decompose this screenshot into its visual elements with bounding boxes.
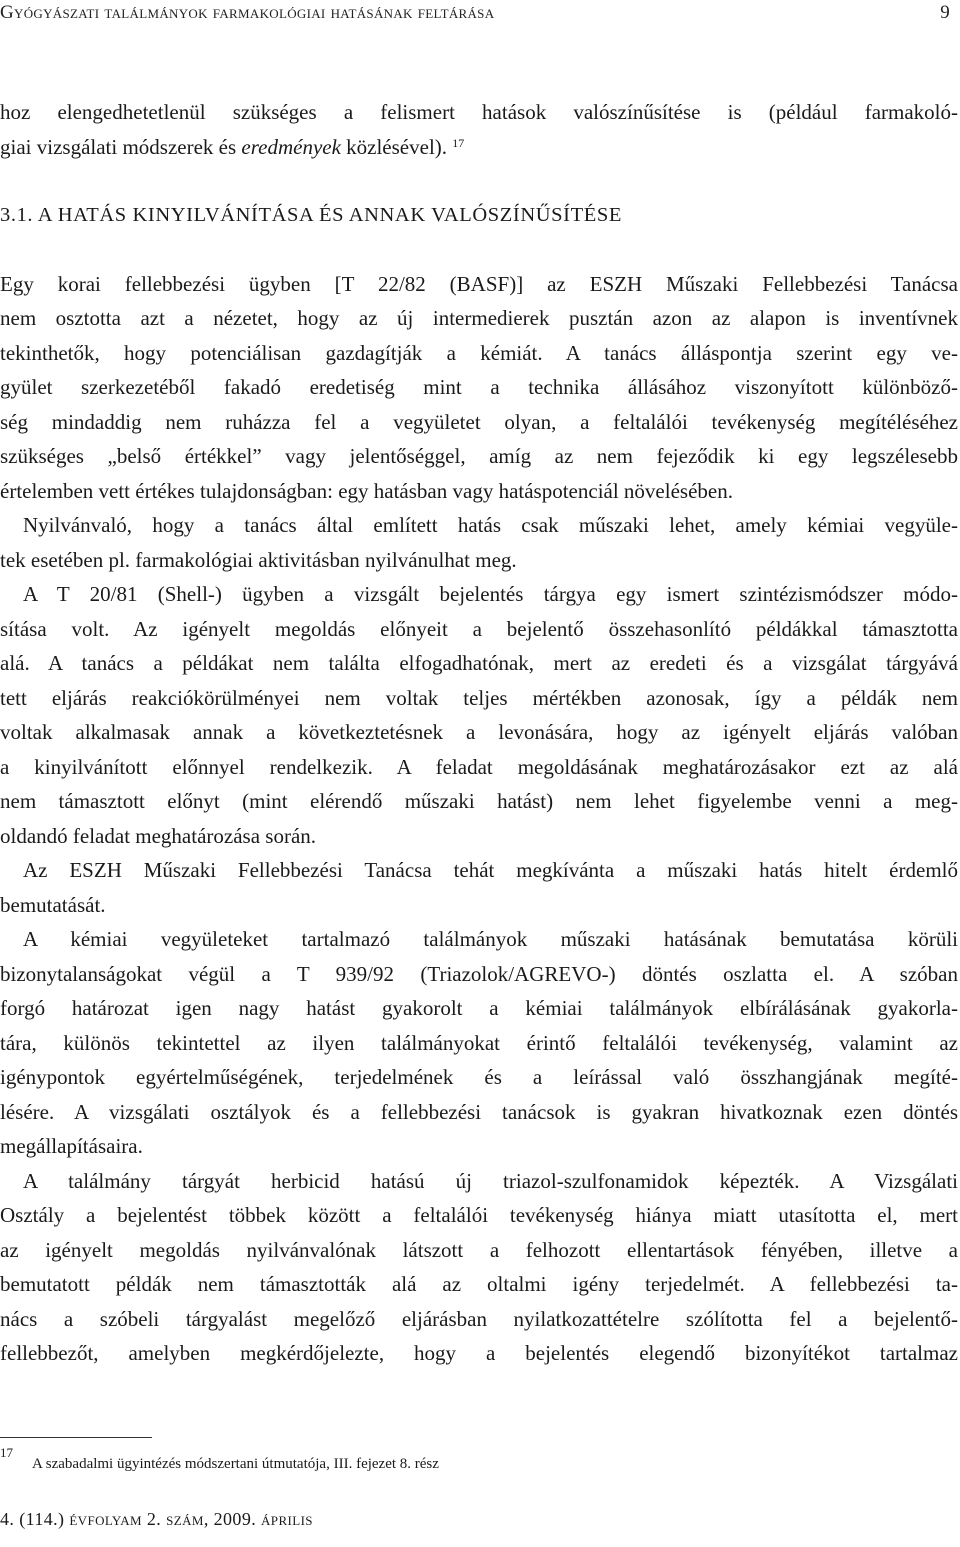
text-run: A találmány tárgyát herbicid hatású új triazol-szulfonamidok képezték. A Vizsgálati — [23, 1168, 958, 1193]
text-line — [0, 646, 958, 681]
text-run: az igényelt megoldás nyilvánvalónak látszott a felhozott ellentartások fényében, illetve a — [0, 1237, 958, 1262]
text-line — [0, 715, 958, 750]
text-run: Az ESZH Műszaki Fellebbezési Tanácsa tehát megkívánta a műszaki hatás hitelt érdemlő — [23, 858, 958, 882]
text-line — [0, 612, 958, 647]
text-run: nem osztotta azt a nézetet, hogy az új intermedierek pusztán azon az alapon is inventívnek — [0, 306, 958, 330]
text-run: alá. A tanács a példákat nem találta elfogadhatónak, mert az eredeti és a vizsgálat tárgyává — [0, 651, 958, 675]
text-line — [0, 1095, 958, 1130]
text-line — [0, 750, 958, 785]
text-line — [0, 543, 958, 578]
running-header-title: Gyógyászati találmányok farmakológiai hatásának feltárása — [0, 2, 495, 23]
running-header — [0, 2, 960, 28]
text-line — [0, 1198, 958, 1233]
text-line — [0, 681, 958, 716]
text-line — [0, 1164, 958, 1199]
text-line — [0, 405, 958, 440]
text-line — [0, 1026, 958, 1061]
text-line — [0, 1336, 958, 1371]
text-line — [0, 1060, 958, 1095]
text-run: hoz elengedhetetlenül szükséges a felismert hatások valószínűsítése is (például farmakoló- — [0, 100, 958, 124]
body-text — [0, 95, 958, 1371]
footnote-text: A szabadalmi ügyintézés módszertani útmutatója, III. fejezet 8. rész — [32, 1456, 439, 1472]
text-line — [0, 130, 958, 165]
heading-spacing — [0, 233, 958, 267]
text-line — [0, 370, 958, 405]
heading-spacing — [0, 164, 958, 198]
text-run: gyület szerkezetéből fakadó eredetiség mint a technika állásához viszonyított különböző- — [0, 375, 958, 399]
text-line — [0, 1129, 958, 1164]
text-run: Osztály a bejelentést többek között a feltalálói tevékenység hiánya miatt utasította el, mert — [0, 1203, 958, 1227]
text-line — [0, 267, 958, 302]
text-run: A T 20/81 (Shell-) ügyben a vizsgált bejelentés tárgya egy ismert szintézismódszer módo- — [23, 582, 958, 606]
running-footer: 4. (114.) évfolyam 2. szám, 2009. április — [0, 1509, 313, 1529]
emphasis-text: eredmények — [241, 134, 341, 159]
text-run: ség mindaddig nem ruházza fel a vegyületet olyan, a feltalálói tevékenység megítéléséhez — [0, 409, 958, 434]
text-line — [0, 95, 958, 130]
text-run: A kémiai vegyületeket tartalmazó találmányok műszaki hatásának bemutatása körüli — [23, 927, 958, 951]
text-line — [0, 784, 958, 819]
text-run: szükséges „belső értékkel” vagy jelentőséggel, amíg az nem fejeződik ki egy legszélesebb — [0, 444, 958, 468]
text-line — [0, 922, 958, 957]
text-run: voltak alkalmasak annak a következtetésnek a levonására, hogy az igényelt eljárás valóban — [0, 720, 958, 744]
text-line — [0, 888, 958, 923]
text-run: megállapításaira. — [0, 1134, 143, 1158]
footnote-number: 17 — [0, 1445, 13, 1460]
text-run: értelemben vett értékes tulajdonságban: egy hatásban vagy hatáspotenciál növelésében. — [0, 478, 733, 503]
text-run: bemutatott példák nem támasztották alá az oltalmi igény terjedelmét. A fellebbezési ta- — [0, 1272, 958, 1296]
text-line — [0, 819, 958, 854]
text-run: sítása volt. Az igényelt megoldás előnyeit a bejelentő összehasonlító példákkal támasztotta — [0, 616, 958, 641]
text-line — [0, 439, 958, 474]
text-run: Egy korai fellebbezési ügyben [T 22/82 (BASF)] az ESZH Műszaki Fellebbezési Tanácsa — [0, 271, 958, 296]
text-run: a kinyilvánított előnnyel rendelkezik. A feladat megoldásának meghatározásakor ezt az alá — [0, 754, 958, 779]
page-number: 9 — [940, 2, 950, 23]
text-run: nács a szóbeli tárgyalást megelőző eljárásban nyilatkozattételre szólította fel a bejelentő- — [0, 1306, 958, 1331]
text-run: bemutatását. — [0, 892, 106, 917]
text-line — [0, 1267, 958, 1302]
text-line — [0, 577, 958, 612]
text-run: fellebbezőt, amelyben megkérdőjelezte, hogy a bejelentés elegendő bizonyítékot tartalmaz — [0, 1341, 958, 1365]
text-run: giai vizsgálati módszerek és — [0, 134, 242, 159]
text-run: lésére. A vizsgálati osztályok és a fellebbezési tanácsok is gyakran hivatkoznak ezen döntés — [0, 1099, 958, 1124]
text-run: igénypontok egyértelműségének, terjedelmének és a leírással való összhangjának megíté- — [0, 1065, 958, 1089]
text-run: nem támasztott előnyt (mint elérendő műszaki hatást) nem lehet figyelembe venni a meg- — [0, 789, 958, 813]
text-line — [0, 508, 958, 543]
text-line — [0, 474, 958, 509]
text-run: Nyilvánvaló, hogy a tanács által említett hatás csak műszaki lehet, amely kémiai vegyüle- — [23, 513, 958, 537]
text-run: közlésével). — [340, 134, 448, 159]
text-run: forgó határozat igen nagy hatást gyakorolt a kémiai találmányok elbírálásának gyakorla- — [0, 996, 958, 1020]
text-line — [0, 1302, 958, 1337]
footnote-divider — [0, 1437, 152, 1438]
text-line — [0, 957, 958, 992]
text-run: tek esetében pl. farmakológiai aktivitásban nyilvánulhat meg. — [0, 547, 517, 572]
text-run: tett eljárás reakciókörülményei nem voltak teljes mértékben azonosak, így a példák nem — [0, 685, 958, 710]
text-line — [0, 1233, 958, 1268]
section-heading: 3.1. A HATÁS KINYILVÁNÍTÁSA ÉS ANNAK VALÓSZÍNŰSÍTÉSE — [0, 204, 622, 226]
text-line — [0, 336, 958, 371]
text-run: tekinthetők, hogy potenciálisan gazdagítják a kémiát. A tanács álláspontja szerint egy ve- — [0, 340, 958, 365]
text-run: tára, különös tekintettel az ilyen találmányokat érintő feltalálói tevékenység, valamint az — [0, 1030, 958, 1055]
text-line — [0, 853, 958, 888]
text-run: oldandó feladat meghatározása során. — [0, 823, 317, 848]
footnote-reference[interactable]: 17 — [452, 135, 465, 150]
text-line — [0, 301, 958, 336]
text-line — [0, 991, 958, 1026]
text-run: bizonytalanságokat végül a T 939/92 (Triazolok/AGREVO-) döntés oszlatta el. A szóban — [0, 961, 958, 986]
